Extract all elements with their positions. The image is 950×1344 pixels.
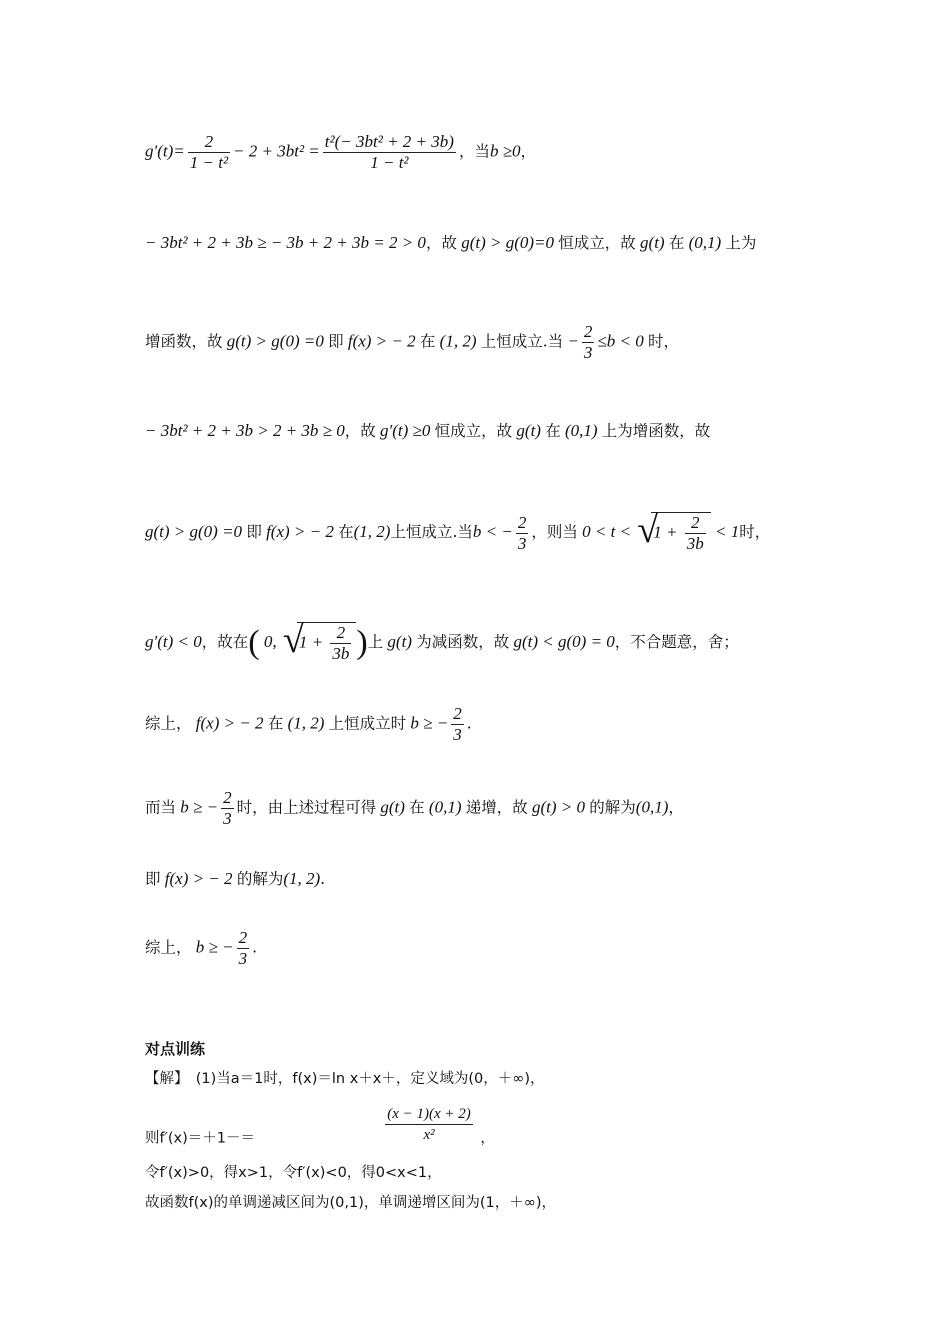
line-8: 而当 b ≥ − $\frac{2}{3}$ 时，由上述过程可得 g(t) 在 (0,1) 递增，故 g(t) > 0 的解为(0,1)， [145, 788, 684, 828]
sol2-pre: 则f′(x)＝＋1－＝ [145, 1130, 256, 1147]
line-9: 即 f(x) > − 2 的解为(1, 2). [145, 869, 326, 888]
line-2: − 3bt² + 2 + 3b ≥ − 3b + 2 + 3b = 2 > 0，故 g(t) > g(0)=0 恒成立，故 g(t) 在 (0,1) 上为 [145, 233, 757, 252]
sol2-post: ， [480, 1130, 495, 1147]
line-10: 综上， b ≥ − $\frac{2}{3}$ . [145, 928, 258, 968]
sol2-fraction [385, 1104, 473, 1145]
sol2-denominator: x² [423, 1127, 435, 1143]
line-1: g′(t)= $\frac{2}{\text{1 − t²}}$ − 2 + 3bt² = $\frac{\text{t²(− 3bt² + 2 + 3b)}}{\text{1 − t²}}$ ，当b ≥0， [145, 132, 537, 172]
line-5: g(t) > g(0) =0 即 f(x) > − 2 在(1, 2)上恒成立.当b < − $\frac{2}{3}$ ，则当 0 < t < √ 1 + $\frac{2}{3b}$ < 1时， [145, 512, 770, 554]
section-heading: 对点训练 [145, 1040, 206, 1058]
solution-line-1: 【解】 (1)当a＝1时，f(x)＝ln x＋x＋，定义域为(0，＋∞)， [145, 1071, 545, 1087]
solution-line-4: 故函数f(x)的单调递减区间为(0,1)，单调递增区间为(1，＋∞)， [145, 1195, 556, 1211]
line-4: − 3bt² + 2 + 3b > 2 + 3b ≥ 0，故 g′(t) ≥0 恒成立，故 g(t) 在 (0,1) 上为增函数，故 [145, 421, 711, 440]
line-6: g′(t) < 0，故在( 0, √ 1 + $\frac{2}{3b}$ )上 g(t) 为减函数，故 g(t) < g(0) = 0，不合题意，舍； [145, 622, 739, 664]
sol2-numerator: (x − 1)(x + 2) [385, 1104, 473, 1125]
line-3: 增函数，故 g(t) > g(0) =0 即 f(x) > − 2 在 (1, 2) 上恒成立.当 − $\frac{2}{3}$ ≤b < 0 时， [145, 322, 679, 362]
solution-line-2 [145, 1104, 495, 1150]
line-7: 综上， f(x) > − 2 在 (1, 2) 上恒成立时 b ≥ − $\frac{2}{3}$ . [145, 704, 472, 744]
solution-line-3: 令f′(x)>0，得x>1，令f′(x)<0，得0<x<1， [145, 1165, 442, 1181]
